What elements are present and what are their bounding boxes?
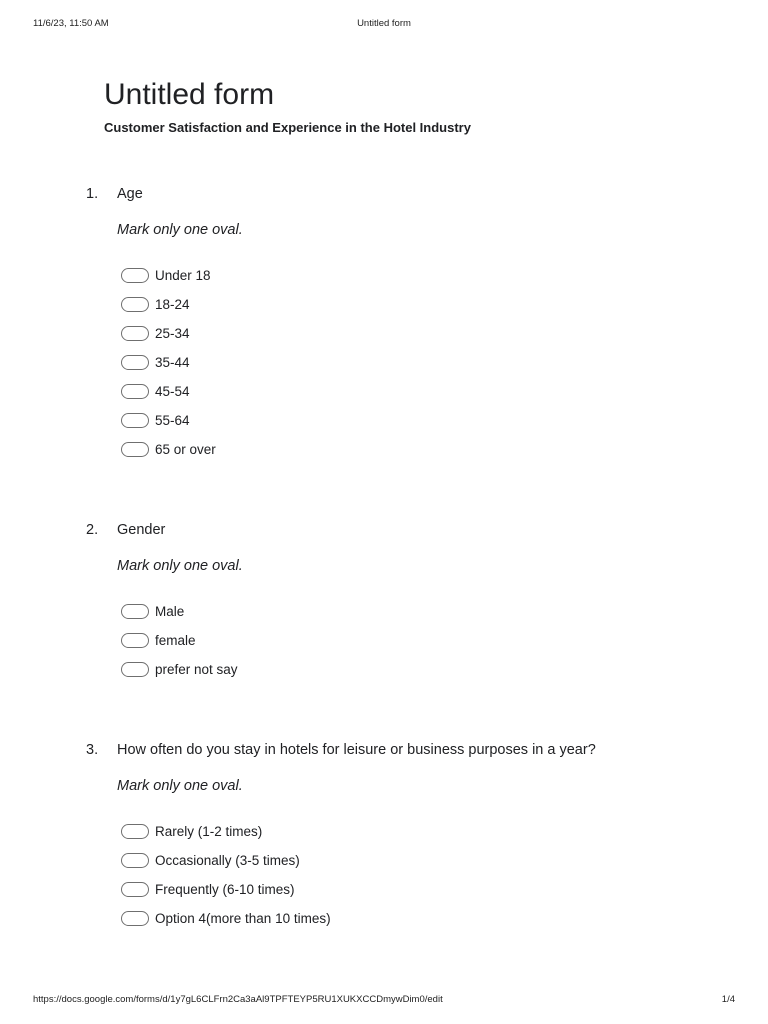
radio-oval-icon[interactable] <box>121 326 149 341</box>
radio-option[interactable] <box>121 875 331 904</box>
form-description: Customer Satisfaction and Experience in the Hotel Industry <box>104 120 471 135</box>
option-list <box>121 817 331 933</box>
radio-option[interactable] <box>121 435 216 464</box>
option-label: 55-64 <box>155 413 190 428</box>
radio-oval-icon[interactable] <box>121 604 149 619</box>
radio-option[interactable] <box>121 348 216 377</box>
option-label: female <box>155 633 196 648</box>
radio-option[interactable] <box>121 377 216 406</box>
print-url: https://docs.google.com/forms/d/1y7gL6CLFrn2Ca3aAl9TPFTEYP5RU1XUKXCCDmywDim0/edit <box>33 994 443 1005</box>
radio-option[interactable] <box>121 904 331 933</box>
radio-oval-icon[interactable] <box>121 824 149 839</box>
radio-oval-icon[interactable] <box>121 882 149 897</box>
radio-option[interactable] <box>121 406 216 435</box>
option-label: Occasionally (3-5 times) <box>155 853 300 868</box>
print-doc-title: Untitled form <box>357 18 411 29</box>
form-title: Untitled form <box>104 78 275 111</box>
question-hint: Mark only one oval. <box>117 222 243 238</box>
radio-oval-icon[interactable] <box>121 911 149 926</box>
radio-option[interactable] <box>121 655 238 684</box>
question-number: 1. <box>86 186 99 202</box>
page-number: 1/4 <box>721 994 735 1005</box>
option-list <box>121 597 238 684</box>
radio-oval-icon[interactable] <box>121 442 149 457</box>
radio-oval-icon[interactable] <box>121 384 149 399</box>
radio-option[interactable] <box>121 290 216 319</box>
question-text: How often do you stay in hotels for leisure or business purposes in a year? <box>117 742 596 758</box>
radio-oval-icon[interactable] <box>121 268 149 283</box>
radio-option[interactable] <box>121 846 331 875</box>
question-text: Gender <box>117 522 166 538</box>
option-list <box>121 261 216 464</box>
radio-option[interactable] <box>121 261 216 290</box>
option-label: Rarely (1-2 times) <box>155 824 263 839</box>
option-label: Male <box>155 604 185 619</box>
option-label: 25-34 <box>155 326 190 341</box>
question-number: 3. <box>86 742 99 758</box>
radio-oval-icon[interactable] <box>121 662 149 677</box>
radio-oval-icon[interactable] <box>121 413 149 428</box>
radio-option[interactable] <box>121 817 331 846</box>
option-label: 35-44 <box>155 355 190 370</box>
option-label: Under 18 <box>155 268 211 283</box>
option-label: prefer not say <box>155 662 238 677</box>
question-number: 2. <box>86 522 99 538</box>
radio-oval-icon[interactable] <box>121 633 149 648</box>
radio-option[interactable] <box>121 626 238 655</box>
option-label: 45-54 <box>155 384 190 399</box>
radio-option[interactable] <box>121 597 238 626</box>
option-label: 65 or over <box>155 442 216 457</box>
option-label: Option 4(more than 10 times) <box>155 911 331 926</box>
option-label: 18-24 <box>155 297 190 312</box>
question-hint: Mark only one oval. <box>117 778 243 794</box>
question-hint: Mark only one oval. <box>117 558 243 574</box>
radio-oval-icon[interactable] <box>121 853 149 868</box>
radio-option[interactable] <box>121 319 216 348</box>
question-text: Age <box>117 186 143 202</box>
radio-oval-icon[interactable] <box>121 297 149 312</box>
option-label: Frequently (6-10 times) <box>155 882 295 897</box>
print-datetime: 11/6/23, 11:50 AM <box>33 18 109 29</box>
radio-oval-icon[interactable] <box>121 355 149 370</box>
